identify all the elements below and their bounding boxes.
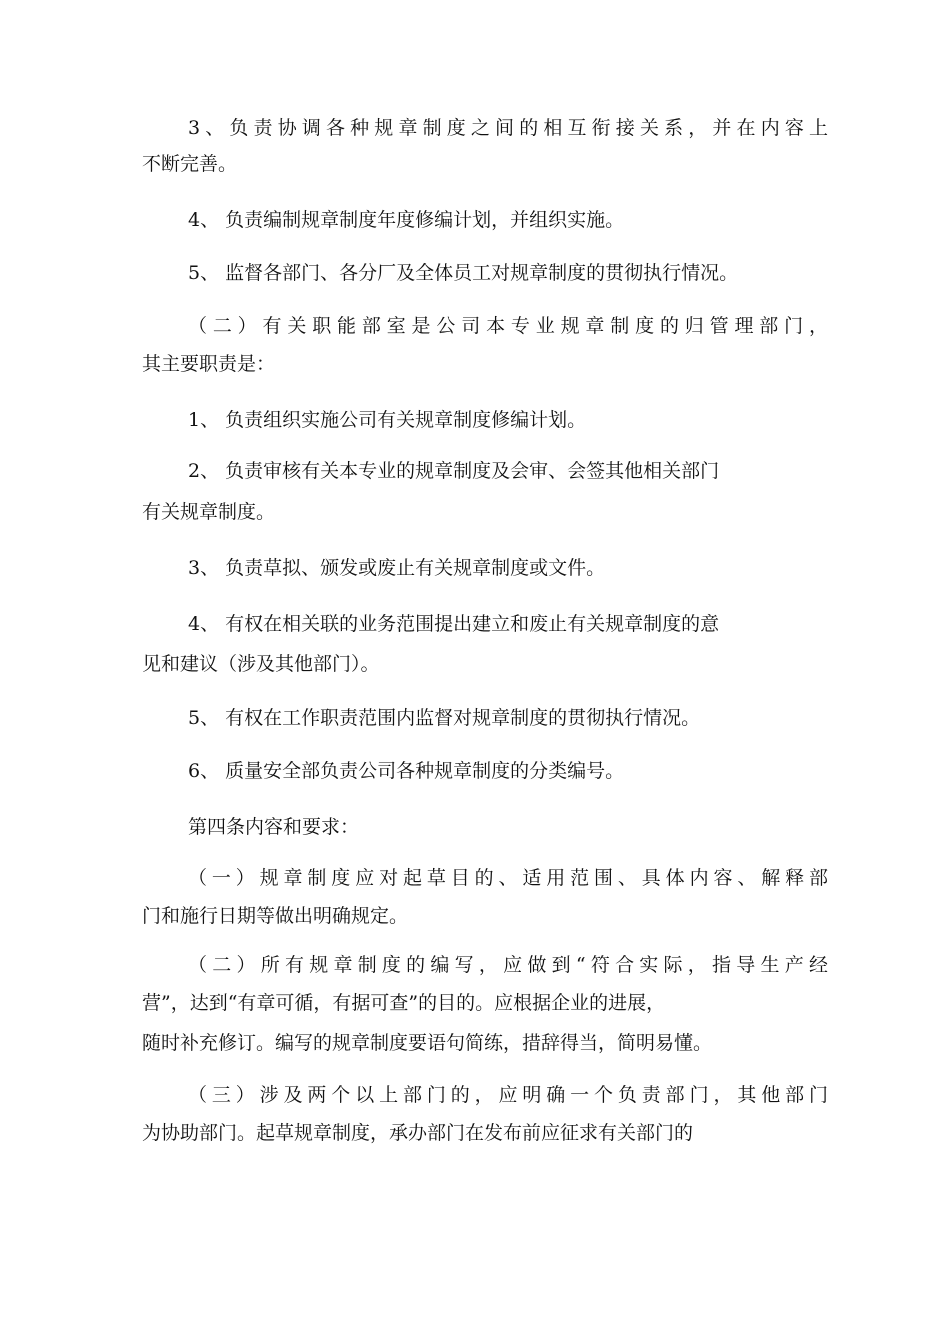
text-line: 5、 监督各部门、各分厂及全体员工对规章制度的贯彻执行情况。 [188,262,739,284]
section-heading: 第四条内容和要求： [188,816,360,838]
text-line: （一）规章制度应对起草目的、适用范围、具体内容、解释部 [188,867,828,889]
text-line: （二）有关职能部室是公司本专业规章制度的归管理部门， [188,315,828,337]
text-line: 1、 负责组织实施公司有关规章制度修编计划。 [188,409,587,431]
text-line: 不断完善。 [142,153,238,175]
text-line: 3、负责协调各种规章制度之间的相互衔接关系，并在内容上 [188,117,828,139]
text-line: （三）涉及两个以上部门的，应明确一个负责部门，其他部门 [188,1084,828,1106]
text-line: 营”，达到“有章可循，有据可查”的目的。应根据企业的进展， [142,992,666,1014]
text-line: 4、 负责编制规章制度年度修编计划，并组织实施。 [188,209,625,231]
text-line: 门和施行日期等做出明确规定。 [142,905,409,927]
text-line: 其主要职责是： [142,353,276,375]
text-line: 3、 负责草拟、颁发或废止有关规章制度或文件。 [188,557,606,579]
text-line: 见和建议（涉及其他部门）。 [142,653,380,675]
text-line: 6、 质量安全部负责公司各种规章制度的分类编号。 [188,760,625,782]
text-line: 2、 负责审核有关本专业的规章制度及会审、会签其他相关部门 [188,460,720,482]
text-line: 5、 有权在工作职责范围内监督对规章制度的贯彻执行情况。 [188,707,701,729]
text-line: 为协助部门。起草规章制度，承办部门在发布前应征求有关部门的 [142,1122,694,1144]
text-line: 有关规章制度。 [142,501,276,523]
text-line: （二）所有规章制度的编写，应做到“符合实际，指导生产经 [188,954,828,976]
text-line: 随时补充修订。编写的规章制度要语句简练，措辞得当，简明易懂。 [142,1032,713,1054]
text-line: 4、 有权在相关联的业务范围提出建立和废止有关规章制度的意 [188,613,720,635]
